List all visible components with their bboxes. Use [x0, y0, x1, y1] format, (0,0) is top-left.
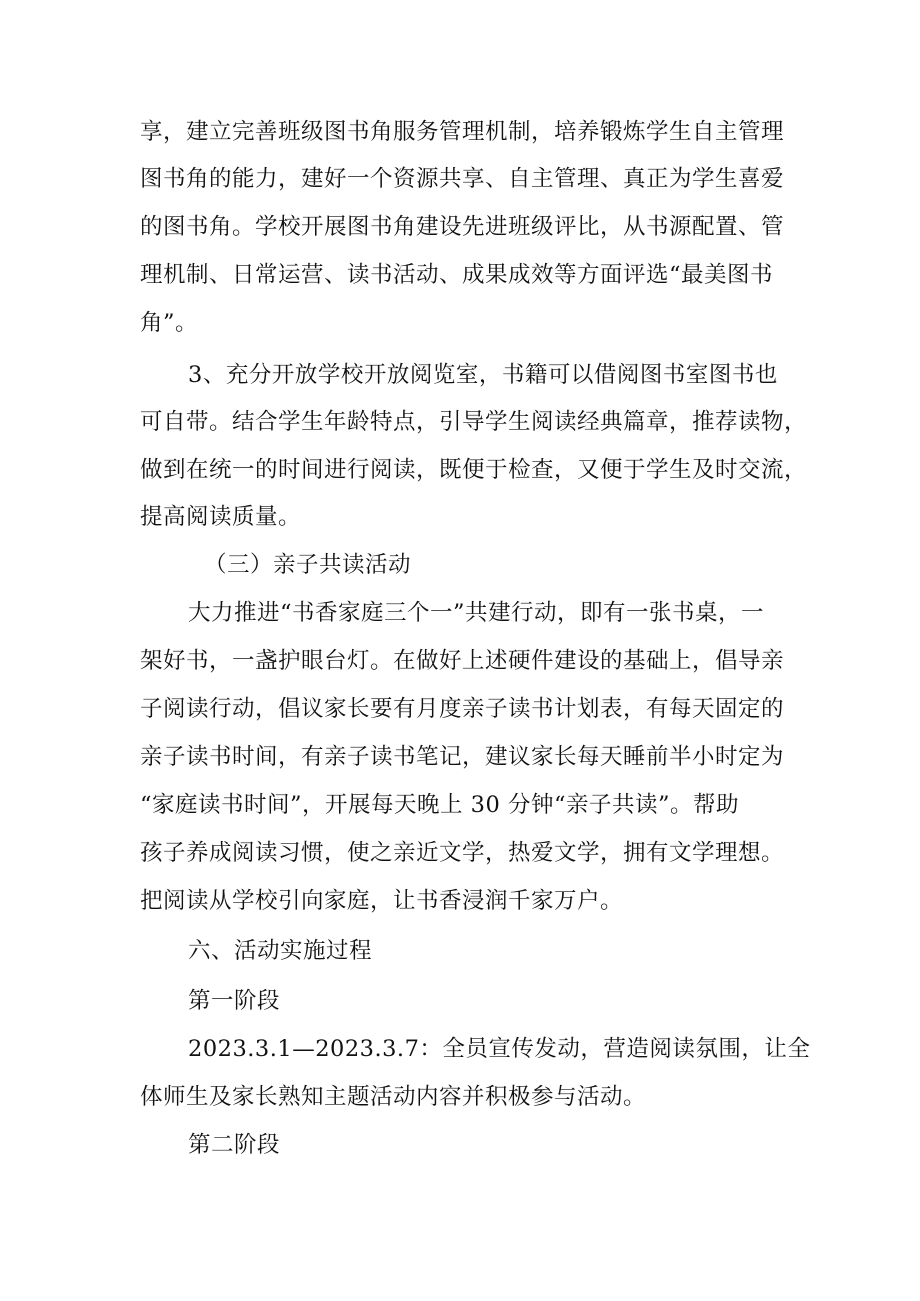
paragraph-line: 图书角的能力，建好一个资源共享、自主管理、真正为学生喜爱 — [140, 166, 785, 192]
subheading: （三）亲子共读活动 — [204, 552, 412, 578]
paragraph-line: 享，建立完善班级图书角服务管理机制，培养锻炼学生自主管理 — [140, 119, 785, 145]
paragraph-line: 把阅读从学校引向家庭，让书香浸润千家万户。 — [140, 888, 624, 914]
stage-label: 第二阶段 — [188, 1132, 281, 1158]
paragraph-line: 角”。 — [140, 310, 199, 336]
paragraph-line: “家庭读书时间”，开展每天晚上 30 分钟“亲子共读”。帮助 — [140, 792, 739, 818]
stage-label: 第一阶段 — [188, 988, 281, 1014]
paragraph-line: 可自带。结合学生年龄特点，引导学生阅读经典篇章，推荐读物， — [140, 409, 808, 435]
paragraph-line: 架好书，一盏护眼台灯。在做好上述硬件建设的基础上，倡导亲 — [140, 648, 785, 674]
paragraph-line: 2023.3.1—2023.3.7：全员宣传发动，营造阅读氛围，让全 — [188, 1036, 811, 1062]
section-heading: 六、活动实施过程 — [188, 938, 373, 964]
paragraph-line: 做到在统一的时间进行阅读，既便于检查，又便于学生及时交流， — [140, 457, 808, 483]
paragraph-line: 3、充分开放学校开放阅览室，书籍可以借阅图书室图书也 — [188, 362, 778, 388]
paragraph-line: 提高阅读质量。 — [140, 504, 302, 530]
paragraph-line: 大力推进“书香家庭三个一”共建行动，即有一张书桌，一 — [188, 600, 765, 626]
paragraph-line: 体师生及家长熟知主题活动内容并积极参与活动。 — [140, 1084, 647, 1110]
paragraph-line: 的图书角。学校开展图书角建设先进班级评比，从书源配置、管 — [140, 214, 785, 240]
paragraph-line: 子阅读行动，倡议家长要有月度亲子读书计划表，有每天固定的 — [140, 696, 785, 722]
paragraph-line: 亲子读书时间，有亲子读书笔记，建议家长每天睡前半小时定为 — [140, 744, 785, 770]
paragraph-line: 孩子养成阅读习惯，使之亲近文学，热爱文学，拥有文学理想。 — [140, 840, 785, 866]
paragraph-line: 理机制、日常运营、读书活动、成果成效等方面评选“最美图书 — [140, 262, 774, 288]
